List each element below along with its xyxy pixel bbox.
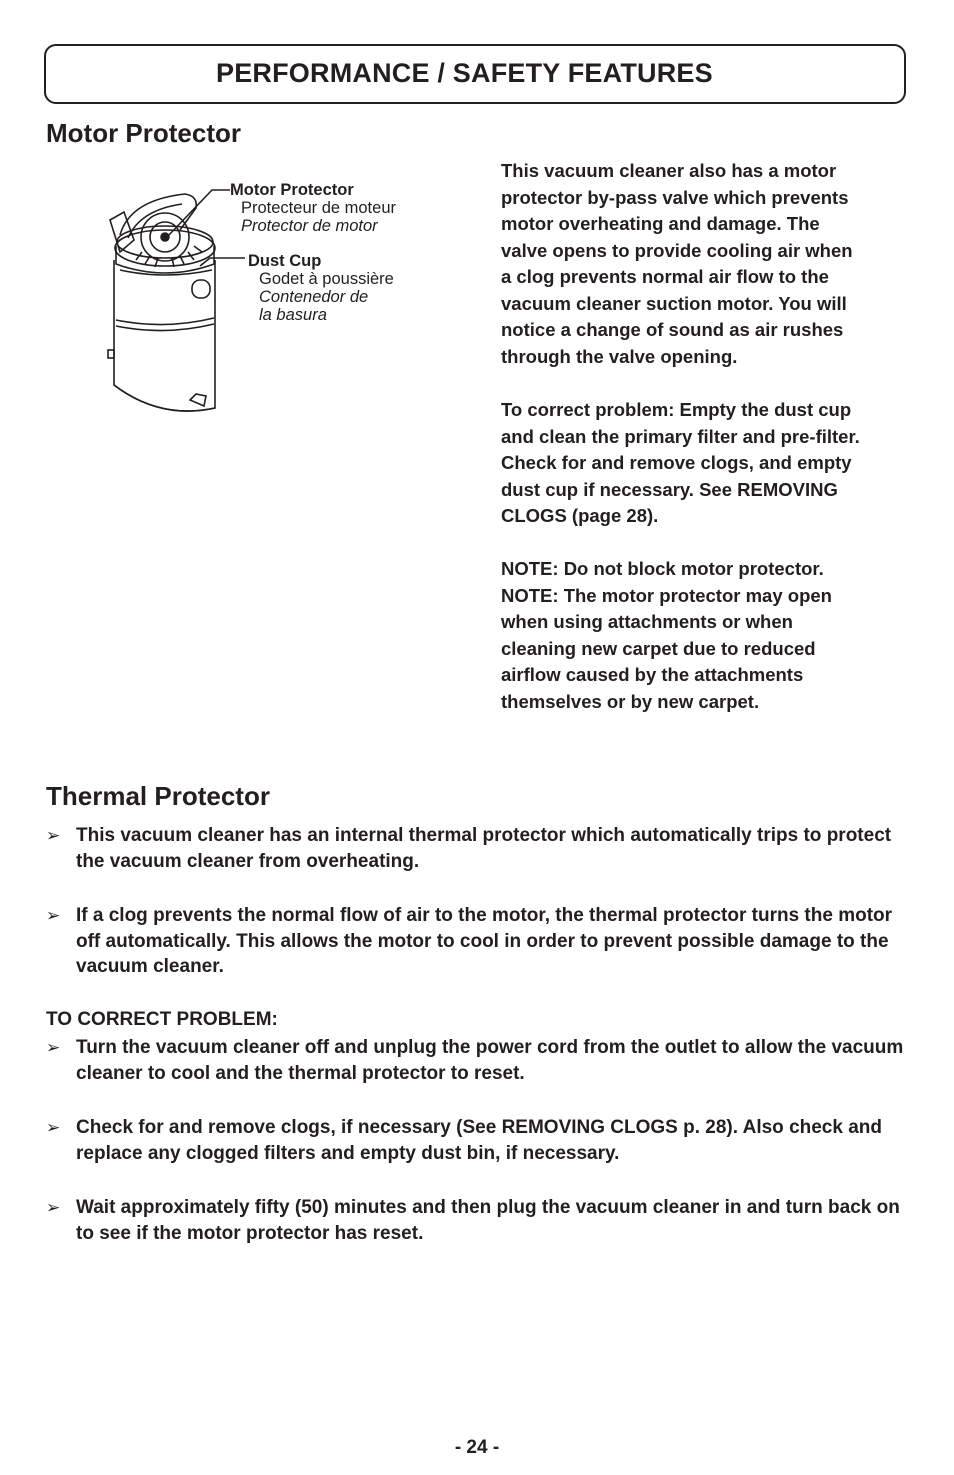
- text-line: when using attachments or when: [501, 611, 793, 632]
- list-item: [46, 903, 916, 980]
- text-line: dust cup if necessary. See REMOVING: [501, 478, 838, 500]
- motor-protector-label: [230, 181, 396, 235]
- thermal-bullets-2: [46, 1035, 916, 1246]
- text-line: airflow caused by the attachments: [501, 664, 804, 685]
- text-line: motor overheating and damage. The: [501, 213, 820, 234]
- header-box: [44, 44, 906, 104]
- bullet-text: Turn the vacuum cleaner off and unplug the power cord from the outlet to allow the vacuum cleaner to cool and the thermal protector to reset.: [76, 1037, 904, 1084]
- label-en: Motor Protector: [230, 181, 354, 199]
- bullet-text: Wait approximately fifty (50) minutes and then plug the vacuum cleaner in and turn back on to see if the motor protector has reset.: [76, 1197, 900, 1244]
- correct-problem-label: TO CORRECT PROBLEM:: [46, 1009, 278, 1030]
- text-line: cleaning new carpet due to reduced: [501, 637, 816, 659]
- label-es: Protector de motor: [241, 217, 378, 235]
- motor-paragraph-3: [501, 556, 911, 715]
- text-line: protector by-pass valve which prevents: [501, 186, 849, 208]
- page-title: PERFORMANCE / SAFETY FEATURES: [216, 58, 713, 88]
- page-number: - 24 -: [454, 1437, 500, 1458]
- label-en: Dust Cup: [248, 252, 322, 270]
- bullet-text: This vacuum cleaner has an internal thermal protector which automatically trips to protect the vacuum cleaner from overheating.: [76, 825, 892, 872]
- arrow-bullet-icon: ➢: [46, 1038, 61, 1057]
- text-line: To correct problem: Empty the dust cup: [501, 399, 852, 420]
- arrow-bullet-icon: ➢: [46, 906, 61, 925]
- text-line: This vacuum cleaner also has a motor: [501, 160, 837, 181]
- bullet-text: Check for and remove clogs, if necessary (See REMOVING CLOGS p. 28). Also check and replace any clogged filters and empty dust bin, if necessary.: [76, 1117, 882, 1164]
- list-item: [46, 1115, 916, 1166]
- text-line: themselves or by new carpet.: [501, 690, 760, 712]
- thermal-bullets-1: [46, 823, 916, 980]
- bullet-text: If a clog prevents the normal flow of air to the motor, the thermal protector turns the motor off automatically. This allows the motor to cool in order to prevent possible damage to the vacuum cleaner.: [76, 905, 893, 977]
- arrow-bullet-icon: ➢: [46, 1118, 61, 1137]
- text-line: Check for and remove clogs, and empty: [501, 452, 852, 473]
- label-fr: Godet à poussière: [259, 270, 394, 288]
- dust-cup-label: [248, 252, 394, 324]
- arrow-bullet-icon: ➢: [46, 1198, 61, 1217]
- motor-paragraph-2: [501, 397, 911, 530]
- arrow-bullet-icon: ➢: [46, 826, 61, 845]
- motor-protector-heading: Motor Protector: [46, 118, 241, 148]
- label-es: Contenedor de: [259, 288, 369, 306]
- text-line: a clog prevents normal air flow to the: [501, 266, 829, 287]
- list-item: [46, 823, 916, 874]
- label-fr: Protecteur de moteur: [241, 199, 396, 217]
- text-line: notice a change of sound as air rushes: [501, 319, 844, 340]
- list-item: [46, 1035, 916, 1086]
- text-line: CLOGS (page 28).: [501, 505, 659, 526]
- text-line: through the valve opening.: [501, 345, 738, 367]
- list-item: [46, 1195, 916, 1246]
- label-es: la basura: [259, 306, 327, 324]
- motor-paragraph-1: [501, 158, 911, 370]
- text-line: NOTE: The motor protector may open: [501, 584, 832, 606]
- text-line: NOTE: Do not block motor protector.: [501, 558, 824, 579]
- text-line: and clean the primary filter and pre-filter.: [501, 425, 860, 447]
- thermal-protector-heading: Thermal Protector: [46, 781, 270, 811]
- text-line: vacuum cleaner suction motor. You will: [501, 292, 847, 314]
- text-line: valve opens to provide cooling air when: [501, 239, 853, 261]
